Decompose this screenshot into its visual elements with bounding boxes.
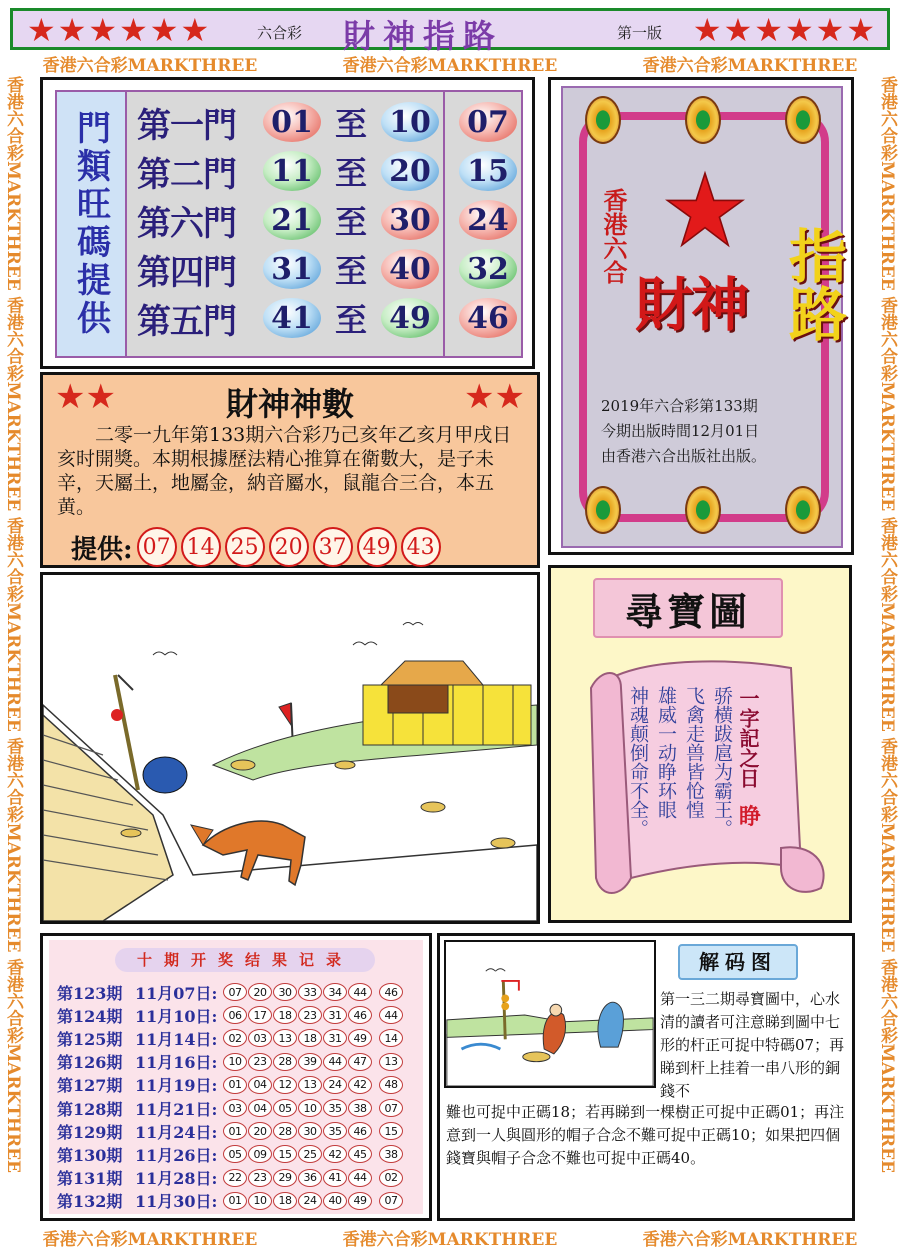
offer-number: 37: [313, 527, 353, 567]
record-special-number: 14: [379, 1029, 403, 1047]
to-number: 10: [381, 102, 439, 142]
coin-icon: [785, 96, 821, 144]
coin-icon: [785, 486, 821, 534]
shen-shu-panel: [40, 372, 540, 568]
record-number: 47: [348, 1053, 372, 1071]
shen-shu-text: 二零一九年第133期六合彩乃己亥年乙亥月甲戌日亥时開獎。本期根據歷法精心推算在衛數大，是子未辛，天屬土，地屬金，納音屬水，鼠龍合三合，本五黄。: [57, 424, 512, 518]
border-text: 香港六合彩MARKTHREE: [642, 1229, 858, 1250]
cover-panel: [548, 77, 854, 555]
record-issue: 第124期: [57, 1006, 123, 1026]
offer-number: 43: [401, 527, 441, 567]
record-number: 23: [298, 1006, 322, 1024]
record-date: 11月21日:: [135, 1099, 218, 1119]
coin-icon: [585, 96, 621, 144]
record-number: 13: [273, 1029, 297, 1047]
record-issue: 第127期: [57, 1076, 123, 1096]
coin-icon: [585, 486, 621, 534]
from-number: 01: [263, 102, 321, 142]
stars-left: ★★: [55, 377, 116, 417]
record-date: 11月24日:: [135, 1122, 218, 1142]
stars-right: ★★: [464, 377, 525, 417]
record-issue: 第129期: [57, 1122, 123, 1142]
issue-line: 由香港六合出版社出版。: [601, 447, 767, 465]
record-number: 10: [223, 1053, 247, 1071]
decode-text-bottom: 難也可捉中正碼18；若再睇到一棵樹正可捉中正碼01；再注意到一人與圓形的帽子合念不難可捉中正碼10；如果把四個錢寶與帽子合念不難也可捉中正碼40。: [446, 1103, 845, 1167]
poem-column: 雄威一动睁环眼: [655, 686, 677, 819]
cover-image: [561, 86, 847, 548]
record-date: 11月19日:: [135, 1076, 218, 1096]
record-number: 24: [298, 1192, 322, 1210]
treasure-title-box: [593, 578, 783, 638]
border-top: [0, 52, 900, 74]
issue-line: 今期出版時間12月01日: [601, 422, 760, 440]
record-number: 31: [323, 1006, 347, 1024]
border-text: 香港六合彩MARKTHREE: [342, 55, 558, 76]
record-row: [57, 1119, 404, 1143]
poem-column: 骄横跋扈为霸王。: [711, 686, 733, 838]
shen-shu-title: 財神神數: [225, 385, 354, 423]
page-title: 財神指路: [343, 17, 504, 55]
record-special-number: 07: [379, 1192, 403, 1210]
record-number: 49: [348, 1029, 372, 1047]
record-number: 03: [248, 1029, 272, 1047]
row-label: 第二門: [137, 154, 236, 195]
record-issue: 第130期: [57, 1145, 123, 1165]
from-number: 21: [263, 200, 321, 240]
connector: 至: [334, 301, 367, 339]
to-number: 30: [381, 200, 439, 240]
record-row: [57, 1026, 404, 1050]
to-number: 20: [381, 151, 439, 191]
numbers-row: [137, 294, 439, 342]
cover-small-title: 香港六合: [599, 188, 628, 284]
record-number: 30: [298, 1122, 322, 1140]
record-number: 09: [248, 1145, 272, 1163]
decode-text-top: 第一三二期尋寶圖中，心水清的讀者可注意睇到圖中七形的杆正可捉中特碼07；再睇到杆上挂着一串八形的銅錢不: [660, 990, 845, 1100]
from-number: 31: [263, 249, 321, 289]
stars-left: ★★★★★★: [27, 11, 212, 49]
numbers-row: [137, 147, 439, 195]
record-number: 18: [273, 1192, 297, 1210]
record-row: [57, 1166, 404, 1190]
numbers-side-title: [57, 92, 127, 356]
record-special-number: 48: [379, 1076, 403, 1094]
record-date: 11月10日:: [135, 1006, 218, 1026]
record-number: 46: [348, 1006, 372, 1024]
border-text: 香港六合彩MARKTHREE: [42, 55, 258, 76]
record-date: 11月14日:: [135, 1029, 218, 1049]
record-date: 11月26日:: [135, 1145, 218, 1165]
record-number: 18: [273, 1006, 297, 1024]
record-number: 45: [348, 1145, 372, 1163]
special-number: 46: [459, 298, 517, 338]
record-row: [57, 1189, 404, 1213]
numbers-row: [137, 98, 439, 146]
shen-shu-offer: [71, 527, 445, 567]
record-row: [57, 980, 404, 1004]
header-edition: 第一版: [617, 24, 663, 42]
special-number: 24: [459, 200, 517, 240]
connector: 至: [334, 252, 367, 290]
record-issue: 第126期: [57, 1053, 123, 1073]
border-text: 香港六合彩MARKTHREE: [642, 55, 858, 76]
decode-illustration: [444, 940, 656, 1088]
border-text: 香港六合彩MARKTHREE: [42, 1229, 258, 1250]
issue-line: 2019年六合彩第133期: [601, 397, 758, 415]
offer-number: 20: [269, 527, 309, 567]
record-row: [57, 1003, 404, 1027]
record-number: 03: [223, 1099, 247, 1117]
record-number: 18: [298, 1029, 322, 1047]
record-issue: 第131期: [57, 1169, 123, 1189]
from-number: 11: [263, 151, 321, 191]
header-small-left: 六合彩: [257, 24, 303, 42]
record-number: 38: [348, 1099, 372, 1117]
row-label: 第五門: [137, 301, 236, 342]
record-number: 15: [273, 1145, 297, 1163]
record-number: 06: [223, 1006, 247, 1024]
records-table: [49, 940, 423, 1214]
record-number: 42: [323, 1145, 347, 1163]
record-number: 22: [223, 1169, 247, 1187]
treasure-picture: [40, 572, 540, 924]
treasure-title: 尋寶圖: [624, 588, 751, 634]
record-issue: 第123期: [57, 983, 123, 1003]
special-number: 32: [459, 249, 517, 289]
from-number: 41: [263, 298, 321, 338]
divider: [443, 92, 445, 356]
record-number: 39: [298, 1053, 322, 1071]
poem-key-answer: 睁: [739, 804, 762, 830]
record-row: [57, 1073, 404, 1097]
row-label: 第六門: [137, 203, 236, 244]
offer-number: 07: [137, 527, 177, 567]
record-special-number: 44: [379, 1006, 403, 1024]
decode-title: 解码图: [678, 944, 798, 980]
coin-icon: [685, 96, 721, 144]
border-text: 香港六合彩MARKTHREE: [342, 1229, 558, 1250]
record-number: 20: [248, 983, 272, 1001]
border-bottom: [0, 1226, 900, 1248]
treasure-map-panel: [548, 565, 852, 923]
cover-big-title: 財神: [635, 271, 748, 339]
record-date: 11月16日:: [135, 1053, 218, 1073]
record-number: 23: [248, 1169, 272, 1187]
numbers-row: [137, 245, 439, 293]
numbers-panel: [40, 77, 535, 369]
coin-icon: [685, 486, 721, 534]
special-number: 15: [459, 151, 517, 191]
record-number: 01: [223, 1076, 247, 1094]
record-number: 04: [248, 1076, 272, 1094]
record-number: 10: [248, 1192, 272, 1210]
record-special-number: 07: [379, 1099, 403, 1117]
record-number: 44: [348, 983, 372, 1001]
record-number: 35: [323, 1099, 347, 1117]
offer-number: 49: [357, 527, 397, 567]
record-date: 11月07日:: [135, 983, 218, 1003]
record-row: [57, 1096, 404, 1120]
record-number: 28: [273, 1053, 297, 1071]
record-number: 28: [273, 1122, 297, 1140]
record-number: 36: [298, 1169, 322, 1187]
record-row: [57, 1142, 404, 1166]
record-number: 12: [273, 1076, 297, 1094]
to-number: 49: [381, 298, 439, 338]
record-number: 40: [323, 1192, 347, 1210]
record-issue: 第125期: [57, 1029, 123, 1049]
stars-right: ★★★★★★: [692, 11, 877, 49]
record-issue: 第128期: [57, 1099, 123, 1119]
row-label: 第一門: [137, 105, 236, 146]
record-number: 35: [323, 1122, 347, 1140]
record-number: 44: [323, 1053, 347, 1071]
record-number: 07: [223, 983, 247, 1001]
record-number: 24: [323, 1076, 347, 1094]
record-number: 34: [323, 983, 347, 1001]
cover-issue-info: [601, 394, 841, 469]
record-number: 49: [348, 1192, 372, 1210]
record-date: 11月28日:: [135, 1169, 218, 1189]
record-number: 29: [273, 1169, 297, 1187]
record-number: 42: [348, 1076, 372, 1094]
record-number: 41: [323, 1169, 347, 1187]
record-date: 11月30日:: [135, 1192, 218, 1212]
record-special-number: 15: [379, 1122, 403, 1140]
numbers-table: [55, 90, 523, 358]
poem-column: 飞禽走兽皆怆惶: [683, 686, 705, 819]
record-number: 31: [323, 1029, 347, 1047]
offer-number: 25: [225, 527, 265, 567]
connector: 至: [334, 105, 367, 143]
numbers-row: [137, 196, 439, 244]
record-number: 01: [223, 1122, 247, 1140]
header-banner: [10, 8, 890, 55]
cover-zhi-lu: 指路: [779, 226, 847, 342]
special-number: 07: [459, 102, 517, 142]
record-special-number: 38: [379, 1145, 403, 1163]
row-label: 第四門: [137, 252, 236, 293]
record-row: [57, 1050, 404, 1074]
record-number: 05: [273, 1099, 297, 1117]
record-number: 23: [248, 1053, 272, 1071]
record-number: 13: [298, 1076, 322, 1094]
records-panel: [40, 933, 432, 1221]
record-issue: 第132期: [57, 1192, 123, 1212]
record-number: 04: [248, 1099, 272, 1117]
record-number: 10: [298, 1099, 322, 1117]
record-special-number: 13: [379, 1053, 403, 1071]
record-number: 33: [298, 983, 322, 1001]
record-number: 44: [348, 1169, 372, 1187]
record-special-number: 46: [379, 983, 403, 1001]
star-icon: [665, 170, 745, 250]
offer-number: 14: [181, 527, 221, 567]
poem-column: 神魂颠倒命不全。: [627, 686, 649, 838]
record-special-number: 02: [379, 1169, 403, 1187]
poem-key-text: 一字記之日: [736, 688, 760, 788]
cartoon-illustration: [43, 575, 537, 921]
border-right: 香港六合彩MARKTHREE 香港六合彩MARKTHREE 香港六合彩MARKTHREE 香港六合彩MARKTHREE 香港六合彩MARKTHREE: [877, 76, 897, 1174]
record-number: 46: [348, 1122, 372, 1140]
connector: 至: [334, 154, 367, 192]
record-number: 17: [248, 1006, 272, 1024]
record-number: 05: [223, 1145, 247, 1163]
record-number: 02: [223, 1029, 247, 1047]
record-number: 30: [273, 983, 297, 1001]
record-number: 01: [223, 1192, 247, 1210]
connector: 至: [334, 203, 367, 241]
records-title: 十期开奖结果记录: [115, 948, 375, 972]
to-number: 40: [381, 249, 439, 289]
border-left: 香港六合彩MARKTHREE 香港六合彩MARKTHREE 香港六合彩MARKTHREE 香港六合彩MARKTHREE 香港六合彩MARKTHREE: [3, 76, 23, 1174]
record-number: 25: [298, 1145, 322, 1163]
decode-panel: [437, 933, 855, 1221]
offer-label: 提供:: [71, 534, 133, 565]
record-number: 20: [248, 1122, 272, 1140]
side-title-text: 門類旺碼提供: [70, 110, 111, 338]
